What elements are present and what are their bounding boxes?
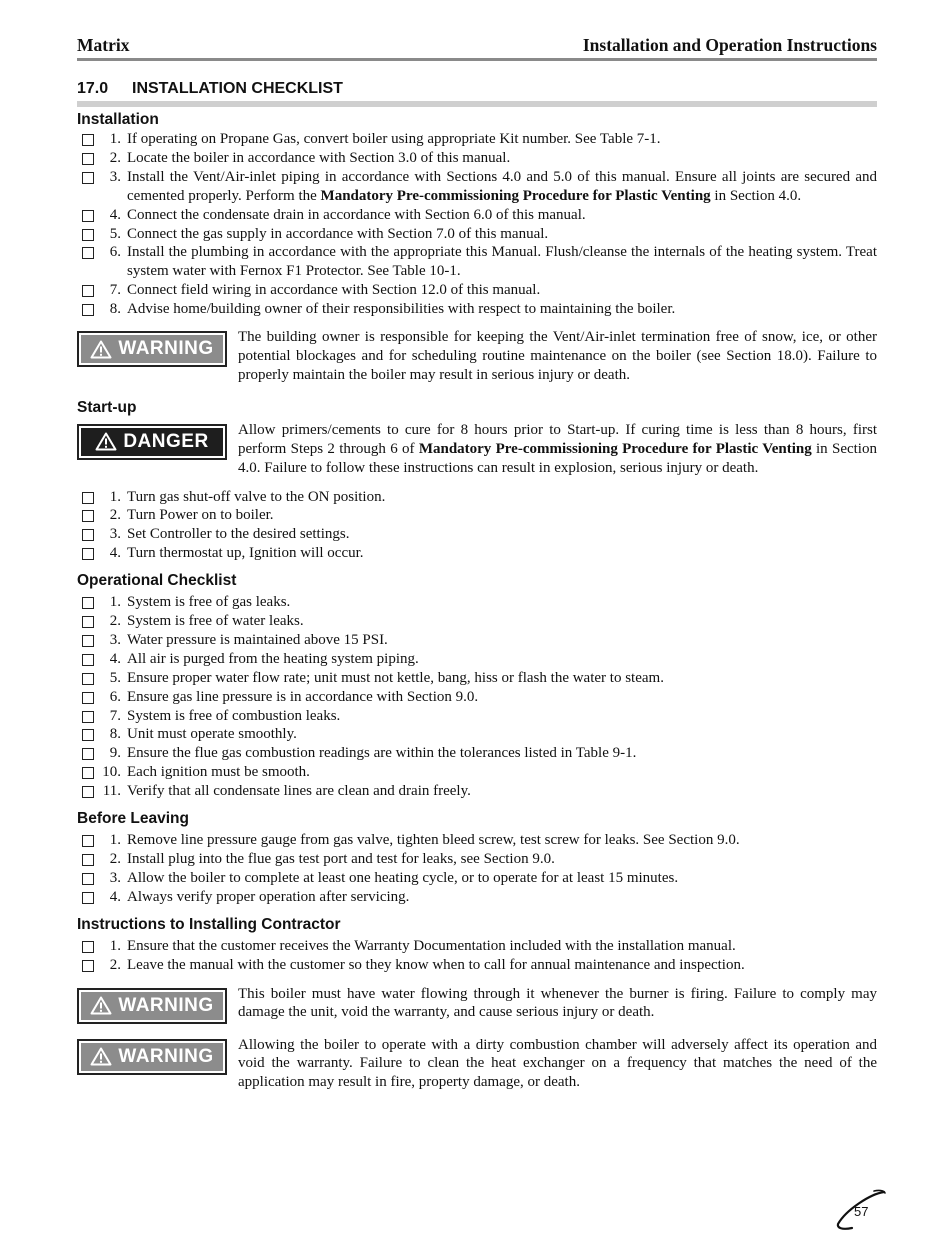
warning-text: This boiler must have water flowing through it whenever the burner is firing. Failure to comply may damage the unit, void the warranty, and cause serious injury or death. <box>238 985 877 1021</box>
checkbox[interactable] <box>82 854 94 866</box>
checkbox[interactable] <box>82 285 94 297</box>
list-item: 11. Verify that all condensate lines are clean and drain freely. <box>77 782 877 801</box>
page-number: 57 <box>834 1188 889 1233</box>
list-item: 2. Locate the boiler in accordance with Section 3.0 of this manual. <box>77 149 877 168</box>
warning-block-combustion-chamber <box>77 1036 877 1093</box>
checkbox[interactable] <box>82 873 94 885</box>
checkbox[interactable] <box>82 229 94 241</box>
checklist-operational <box>77 593 877 801</box>
running-header <box>77 32 877 61</box>
list-item: 2. Turn Power on to boiler. <box>77 506 877 525</box>
checkbox[interactable] <box>82 597 94 609</box>
list-item: 3. Install the Vent/Air-inlet piping in accordance with Sections 4.0 and 5.0 of this manual. Ensure all joints are secured and cemented properly. Perform the Mandatory Pre-commissioning Procedure for Plastic Venting in Section 4.0. <box>77 168 877 206</box>
list-item: 3. Set Controller to the desired settings. <box>77 525 877 544</box>
chapter-title: INSTALLATION CHECKLIST <box>132 80 343 97</box>
checkbox[interactable] <box>82 654 94 666</box>
warning-block-maintenance <box>77 328 877 385</box>
list-item: 7. Connect field wiring in accordance with Section 12.0 of this manual. <box>77 281 877 300</box>
section-heading-before-leaving: Before Leaving <box>77 810 189 828</box>
checkbox[interactable] <box>82 729 94 741</box>
checkbox[interactable] <box>82 134 94 146</box>
header-product-name: Matrix <box>77 35 130 55</box>
list-item: 8. Advise home/building owner of their responsibilities with respect to maintaining the boiler. <box>77 300 877 319</box>
warning-triangle-icon <box>90 1047 112 1066</box>
warning-triangle-icon <box>90 340 112 359</box>
danger-block-primers <box>77 421 877 478</box>
list-item: 1. If operating on Propane Gas, convert boiler using appropriate Kit number. See Table 7-1. <box>77 130 877 149</box>
list-item: 1. Remove line pressure gauge from gas valve, tighten bleed screw, test screw for leaks. See Section 9.0. <box>77 831 877 850</box>
warning-badge: WARNING <box>77 1039 227 1075</box>
list-item: 4. Turn thermostat up, Ignition will occur. <box>77 544 877 563</box>
list-item: 2. System is free of water leaks. <box>77 612 877 631</box>
warning-badge: WARNING <box>77 331 227 367</box>
checkbox[interactable] <box>82 748 94 760</box>
checkbox[interactable] <box>82 304 94 316</box>
list-item: 10. Each ignition must be smooth. <box>77 763 877 782</box>
checkbox[interactable] <box>82 548 94 560</box>
checkbox[interactable] <box>82 492 94 504</box>
warning-text: Allowing the boiler to operate with a dirty combustion chamber will adversely affect its operation and void the warranty. Failure to clean the heat exchanger on a frequency that matches the need of the application may result in fire, property damage, or death. <box>238 1036 877 1091</box>
list-item: 5. Connect the gas supply in accordance with Section 7.0 of this manual. <box>77 225 877 244</box>
checkbox[interactable] <box>82 960 94 972</box>
checklist-before-leaving <box>77 831 877 907</box>
checkbox[interactable] <box>82 635 94 647</box>
checkbox[interactable] <box>82 153 94 165</box>
chapter-heading <box>77 80 877 107</box>
checkbox[interactable] <box>82 172 94 184</box>
list-item: 4. Always verify proper operation after servicing. <box>77 888 877 907</box>
list-item: 9. Ensure the flue gas combustion readings are within the tolerances listed in Table 9-1. <box>77 744 877 763</box>
warning-triangle-icon <box>95 432 117 451</box>
warning-block-water-flow <box>77 985 877 1024</box>
danger-text: Allow primers/cements to cure for 8 hours prior to Start-up. If curing time is less than 8 hours, first perform Steps 2 through 6 of Mandatory Pre-commissioning Procedure for Plastic Venting in Section 4.0. Failure to follow these instructions can result in explosion, serious injury or death. <box>238 421 877 476</box>
list-item: 2. Leave the manual with the customer so they know when to call for annual maintenance and inspection. <box>77 956 877 975</box>
section-heading-startup: Start-up <box>77 398 137 416</box>
document-page <box>77 32 877 1092</box>
list-item: 5. Ensure proper water flow rate; unit must not kettle, bang, hiss or flash the water to steam. <box>77 669 877 688</box>
checkbox[interactable] <box>82 510 94 522</box>
checklist-startup <box>77 488 877 564</box>
checkbox[interactable] <box>82 247 94 259</box>
list-item: 6. Install the plumbing in accordance with the appropriate this Manual. Flush/cleanse the internals of the heating system. Treat system water with Fernox F1 Protector. See Table 10-1. <box>77 243 877 281</box>
checklist-contractor <box>77 937 877 975</box>
chapter-number: 17.0 <box>77 80 109 97</box>
list-item: 2. Install plug into the flue gas test port and test for leaks, see Section 9.0. <box>77 850 877 869</box>
checklist-installation <box>77 130 877 319</box>
checkbox[interactable] <box>82 673 94 685</box>
checkbox[interactable] <box>82 711 94 723</box>
list-item: 4. All air is purged from the heating system piping. <box>77 650 877 669</box>
list-item: 3. Water pressure is maintained above 15 PSI. <box>77 631 877 650</box>
warning-triangle-icon <box>90 996 112 1015</box>
list-item: 3. Allow the boiler to complete at least one heating cycle, or to operate for at least 15 minutes. <box>77 869 877 888</box>
checkbox[interactable] <box>82 786 94 798</box>
checkbox[interactable] <box>82 941 94 953</box>
checkbox[interactable] <box>82 692 94 704</box>
emphasis-procedure: Mandatory Pre-commissioning Procedure for Plastic Venting <box>418 440 812 457</box>
list-item: 4. Connect the condensate drain in accordance with Section 6.0 of this manual. <box>77 206 877 225</box>
warning-text: The building owner is responsible for keeping the Vent/Air-inlet termination free of snow, ice, or other potential blockages and for scheduling routine maintenance on the boiler (see Section 18.0). Failure to properly maintain the boiler may result in serious injury or death. <box>238 329 877 383</box>
section-heading-contractor: Instructions to Installing Contractor <box>77 915 341 933</box>
danger-badge: DANGER <box>77 424 227 460</box>
emphasis-procedure: Mandatory Pre-commissioning Procedure for Plastic Venting <box>320 187 711 204</box>
section-heading-installation: Installation <box>77 111 159 128</box>
list-item: 6. Ensure gas line pressure is in accordance with Section 9.0. <box>77 688 877 707</box>
checkbox[interactable] <box>82 616 94 628</box>
warning-badge: WARNING <box>77 988 227 1024</box>
list-item: 7. System is free of combustion leaks. <box>77 707 877 726</box>
list-item: 8. Unit must operate smoothly. <box>77 725 877 744</box>
list-item: 1. System is free of gas leaks. <box>77 593 877 612</box>
list-item: 1. Ensure that the customer receives the Warranty Documentation included with the installation manual. <box>77 937 877 956</box>
checkbox[interactable] <box>82 835 94 847</box>
header-document-title: Installation and Operation Instructions <box>582 35 877 55</box>
checkbox[interactable] <box>82 529 94 541</box>
checkbox[interactable] <box>82 892 94 904</box>
checkbox[interactable] <box>82 767 94 779</box>
checkbox[interactable] <box>82 210 94 222</box>
section-heading-operational: Operational Checklist <box>77 572 237 590</box>
list-item: 1. Turn gas shut-off valve to the ON position. <box>77 488 877 507</box>
